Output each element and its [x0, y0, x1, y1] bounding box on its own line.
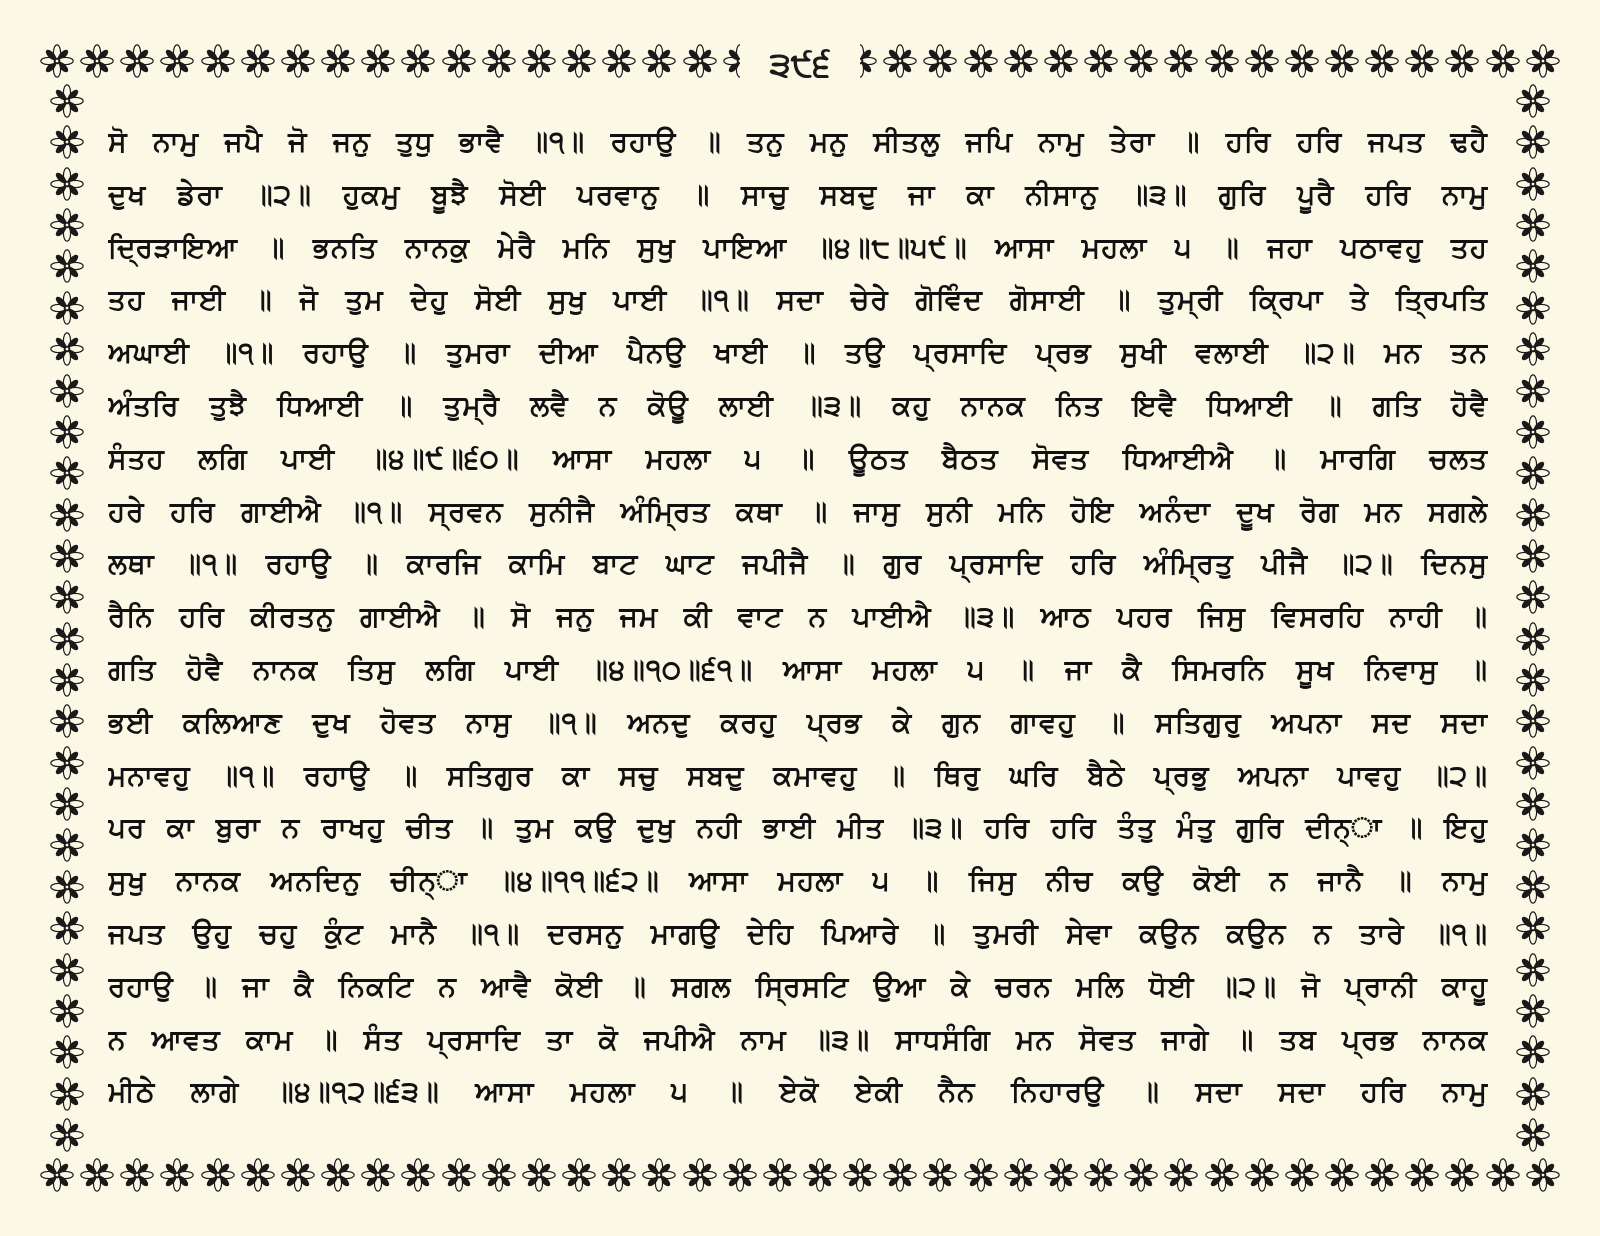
- flower-icon: [883, 44, 917, 78]
- flower-icon: [1205, 1158, 1239, 1192]
- bottom-floral-border: [40, 1152, 1560, 1198]
- flower-icon: [522, 1158, 556, 1192]
- flower-icon: [1516, 704, 1550, 738]
- flower-icon: [883, 1158, 917, 1192]
- flower-icon: [50, 167, 84, 201]
- flower-icon: [723, 1158, 757, 1192]
- flower-icon: [1084, 44, 1118, 78]
- text-line: ਮਨਾਵਹੁ ॥੧॥ ਰਹਾਉ ॥ ਸਤਿਗੁਰ ਕਾ ਸਚੁ ਸਬਦੁ ਕਮਾਵਹੁ ॥ ਥਿਰੁ ਘਰਿ ਬੈਠੇ ਪ੍ਰਭੁ ਅਪਨਾ ਪਾਵਹੁ ॥੨॥: [108, 758, 1488, 792]
- flower-icon: [50, 787, 84, 821]
- flower-icon: [1004, 1158, 1038, 1192]
- flower-icon: [80, 1158, 114, 1192]
- flower-icon: [1516, 746, 1550, 780]
- flower-icon: [1516, 539, 1550, 573]
- flower-icon: [80, 44, 114, 78]
- flower-icon: [1516, 580, 1550, 614]
- flower-icon: [40, 1158, 74, 1192]
- flower-icon: [923, 44, 957, 78]
- flower-icon: [1205, 44, 1239, 78]
- text-line: ਦੁਖ ਡੇਰਾ ॥੨॥ ਹੁਕਮੁ ਬੂਝੈ ਸੋਈ ਪਰਵਾਨੁ ॥ ਸਾਚੁ ਸਬਦੁ ਜਾ ਕਾ ਨੀਸਾਨੁ ॥੩॥ ਗੁਰਿ ਪੂਰੈ ਹਰਿ ਨਾਮੁ: [108, 177, 1488, 211]
- flower-icon: [1365, 44, 1399, 78]
- flower-icon: [1516, 84, 1550, 118]
- flower-icon: [1044, 44, 1078, 78]
- flower-icon: [50, 249, 84, 283]
- flower-icon: [1516, 374, 1550, 408]
- flower-icon: [160, 1158, 194, 1192]
- flower-icon: [50, 291, 84, 325]
- text-line: ਲਥਾ ॥੧॥ ਰਹਾਉ ॥ ਕਾਰਜਿ ਕਾਮਿ ਬਾਟ ਘਾਟ ਜਪੀਜੈ ॥ ਗੁਰ ਪ੍ਰਸਾਦਿ ਹਰਿ ਅੰਮ੍ਰਿਤੁ ਪੀਜੈ ॥੨॥ ਦਿਨਸੁ: [108, 547, 1488, 581]
- flower-icon: [642, 1158, 676, 1192]
- flower-icon: [241, 1158, 275, 1192]
- flower-icon: [50, 1077, 84, 1111]
- flower-icon: [1516, 167, 1550, 201]
- flower-icon: [1516, 291, 1550, 325]
- flower-icon: [281, 44, 315, 78]
- flower-icon: [522, 44, 556, 78]
- flower-icon: [1516, 911, 1550, 945]
- flower-icon: [763, 1158, 797, 1192]
- text-line: ਅੰਤਰਿ ਤੁਝੈ ਧਿਆਈ ॥ ਤੁਮ੍ਰੈ ਲਵੈ ਨ ਕੋਊ ਲਾਈ ॥੩॥ ਕਹੁ ਨਾਨਕ ਨਿਤ ਇਵੈ ਧਿਆਈ ॥ ਗਤਿ ਹੋਵੈ: [108, 388, 1488, 422]
- text-line: ਗਤਿ ਹੋਵੈ ਨਾਨਕ ਤਿਸੁ ਲਗਿ ਪਾਈ ॥੪॥੧੦॥੬੧॥ ਆਸਾ ਮਹਲਾ ੫ ॥ ਜਾ ਕੈ ਸਿਮਰਨਿ ਸੂਖ ਨਿਵਾਸੁ ॥: [108, 652, 1488, 686]
- text-line: ਭਈ ਕਲਿਆਣ ਦੁਖ ਹੋਵਤ ਨਾਸੁ ॥੧॥ ਅਨਦੁ ਕਰਹੁ ਪ੍ਰਭ ਕੇ ਗੁਨ ਗਾਵਹੁ ॥ ਸਤਿਗੁਰੁ ਅਪਨਾ ਸਦ ਸਦਾ: [108, 705, 1488, 739]
- flower-icon: [562, 44, 596, 78]
- text-line: ਅਘਾਈ ॥੧॥ ਰਹਾਉ ॥ ਤੁਮਰਾ ਦੀਆ ਪੈਨਉ ਖਾਈ ॥ ਤਉ ਪ੍ਰਸਾਦਿ ਪ੍ਰਭ ਸੁਖੀ ਵਲਾਈ ॥੨॥ ਮਨ ਤਨ: [108, 336, 1488, 370]
- flower-icon: [50, 994, 84, 1028]
- flower-icon: [50, 911, 84, 945]
- flower-icon: [50, 332, 84, 366]
- flower-icon: [1516, 1035, 1550, 1069]
- flower-icon: [50, 663, 84, 697]
- flower-icon: [964, 44, 998, 78]
- flower-icon: [50, 746, 84, 780]
- flower-icon: [50, 870, 84, 904]
- flower-icon: [1164, 1158, 1198, 1192]
- flower-icon: [50, 374, 84, 408]
- flower-icon: [50, 539, 84, 573]
- flower-icon: [482, 1158, 516, 1192]
- text-line: ਰਹਾਉ ॥ ਜਾ ਕੈ ਨਿਕਟਿ ਨ ਆਵੈ ਕੋਈ ॥ ਸਗਲ ਸ੍ਰਿਸਟਿ ਉਆ ਕੇ ਚਰਨ ਮਲਿ ਧੋਈ ॥੨॥ ਜੋ ਪ੍ਰਾਨੀ ਕਾਹੂ: [108, 969, 1488, 1003]
- flower-icon: [442, 1158, 476, 1192]
- flower-icon: [50, 1035, 84, 1069]
- text-line: ਹਰੇ ਹਰਿ ਗਾਈਐ ॥੧॥ ਸ੍ਰਵਨ ਸੁਨੀਜੈ ਅੰਮ੍ਰਿਤ ਕਥਾ ॥ ਜਾਸੁ ਸੁਨੀ ਮਨਿ ਹੋਇ ਅਨੰਦਾ ਦੂਖ ਰੋਗ ਮਨ ਸਗਲੇ: [108, 494, 1488, 528]
- text-line: ਦ੍ਰਿੜਾਇਆ ॥ ਭਨਤਿ ਨਾਨਕੁ ਮੇਰੈ ਮਨਿ ਸੁਖੁ ਪਾਇਆ ॥੪॥੮॥੫੯॥ ਆਸਾ ਮਹਲਾ ੫ ॥ ਜਹਾ ਪਠਾਵਹੁ ਤਹ: [108, 230, 1488, 264]
- flower-icon: [40, 44, 74, 78]
- flower-icon: [1004, 44, 1038, 78]
- flower-icon: [120, 1158, 154, 1192]
- flower-icon: [683, 1158, 717, 1192]
- flower-icon: [1516, 1077, 1550, 1111]
- flower-icon: [50, 415, 84, 449]
- flower-icon: [964, 1158, 998, 1192]
- text-line: ਰੈਨਿ ਹਰਿ ਕੀਰਤਨੁ ਗਾਈਐ ॥ ਸੋ ਜਨੁ ਜਮ ਕੀ ਵਾਟ ਨ ਪਾਈਐ ॥੩॥ ਆਠ ਪਹਰ ਜਿਸੁ ਵਿਸਰਹਿ ਨਾਹੀ ॥: [108, 600, 1488, 634]
- flower-icon: [1516, 498, 1550, 532]
- flower-icon: [50, 828, 84, 862]
- flower-icon: [1486, 1158, 1520, 1192]
- flower-icon: [1516, 622, 1550, 656]
- flower-icon: [321, 44, 355, 78]
- flower-icon: [1405, 44, 1439, 78]
- flower-icon: [1516, 663, 1550, 697]
- flower-icon: [1405, 1158, 1439, 1192]
- flower-icon: [1445, 44, 1479, 78]
- text-line: ਪਰ ਕਾ ਬੁਰਾ ਨ ਰਾਖਹੁ ਚੀਤ ॥ ਤੁਮ ਕਉ ਦੁਖੁ ਨਹੀ ਭਾਈ ਮੀਤ ॥੩॥ ਹਰਿ ਹਰਿ ਤੰਤੁ ਮੰਤੁ ਗੁਰਿ ਦੀਨ੍ਾ ॥ ਇਹੁ: [108, 811, 1488, 845]
- flower-icon: [1164, 44, 1198, 78]
- flower-icon: [602, 44, 636, 78]
- flower-icon: [442, 44, 476, 78]
- flower-icon: [1516, 415, 1550, 449]
- flower-icon: [361, 1158, 395, 1192]
- flower-icon: [923, 1158, 957, 1192]
- flower-icon: [241, 44, 275, 78]
- flower-icon: [361, 44, 395, 78]
- flower-icon: [50, 456, 84, 490]
- text-line: ਸੁਖੁ ਨਾਨਕ ਅਨਦਿਨੁ ਚੀਨ੍ਾ ॥੪॥੧੧॥੬੨॥ ਆਸਾ ਮਹਲਾ ੫ ॥ ਜਿਸੁ ਨੀਚ ਕਉ ਕੋਈ ਨ ਜਾਨੈ ॥ ਨਾਮੁ: [108, 864, 1488, 898]
- scripture-text: [108, 116, 1488, 1109]
- flower-icon: [1124, 1158, 1158, 1192]
- flower-icon: [1325, 1158, 1359, 1192]
- flower-icon: [50, 84, 84, 118]
- flower-icon: [120, 44, 154, 78]
- flower-icon: [1516, 828, 1550, 862]
- flower-icon: [50, 125, 84, 159]
- flower-icon: [50, 953, 84, 987]
- flower-icon: [1516, 870, 1550, 904]
- flower-icon: [1516, 125, 1550, 159]
- left-floral-border: [44, 84, 90, 1152]
- flower-icon: [401, 1158, 435, 1192]
- flower-icon: [1285, 44, 1319, 78]
- flower-icon: [562, 1158, 596, 1192]
- flower-icon: [482, 44, 516, 78]
- flower-icon: [160, 44, 194, 78]
- flower-icon: [1526, 44, 1560, 78]
- flower-icon: [1516, 994, 1550, 1028]
- flower-icon: [1445, 1158, 1479, 1192]
- page-number: ੩੯੬: [740, 34, 860, 96]
- flower-icon: [201, 1158, 235, 1192]
- text-line: ਸੰਤਹ ਲਗਿ ਪਾਈ ॥੪॥੯॥੬੦॥ ਆਸਾ ਮਹਲਾ ੫ ॥ ਊਠਤ ਬੈਠਤ ਸੋਵਤ ਧਿਆਈਐ ॥ ਮਾਰਗਿ ਚਲਤ: [108, 441, 1488, 475]
- flower-icon: [1365, 1158, 1399, 1192]
- text-line: ਜਪਤ ਉਹੁ ਚਹੁ ਕੁੰਟ ਮਾਨੈ ॥੧॥ ਦਰਸਨੁ ਮਾਗਉ ਦੇਹਿ ਪਿਆਰੇ ॥ ਤੁਮਰੀ ਸੇਵਾ ਕਉਨ ਕਉਨ ਨ ਤਾਰੇ ॥੧॥: [108, 916, 1488, 950]
- flower-icon: [1124, 44, 1158, 78]
- flower-icon: [683, 44, 717, 78]
- flower-icon: [1516, 787, 1550, 821]
- flower-icon: [1486, 44, 1520, 78]
- right-floral-border: [1510, 84, 1556, 1152]
- flower-icon: [642, 44, 676, 78]
- flower-icon: [1516, 1118, 1550, 1152]
- flower-icon: [602, 1158, 636, 1192]
- text-line: ਮੀਠੇ ਲਾਗੇ ॥੪॥੧੨॥੬੩॥ ਆਸਾ ਮਹਲਾ ੫ ॥ ਏਕੋ ਏਕੀ ਨੈਨ ਨਿਹਾਰਉ ॥ ਸਦਾ ਸਦਾ ਹਰਿ ਨਾਮੁ: [108, 1075, 1488, 1109]
- flower-icon: [50, 580, 84, 614]
- flower-icon: [1044, 1158, 1078, 1192]
- text-line: ਨ ਆਵਤ ਕਾਮ ॥ ਸੰਤ ਪ੍ਰਸਾਦਿ ਤਾ ਕੋ ਜਪੀਐ ਨਾਮ ॥੩॥ ਸਾਧਸੰਗਿ ਮਨ ਸੋਵਤ ਜਾਗੇ ॥ ਤਬ ਪ੍ਰਭ ਨਾਨਕ: [108, 1022, 1488, 1056]
- flower-icon: [1325, 44, 1359, 78]
- flower-icon: [50, 622, 84, 656]
- text-line: ਤਹ ਜਾਈ ॥ ਜੋ ਤੁਮ ਦੇਹੁ ਸੋਈ ਸੁਖੁ ਪਾਈ ॥੧॥ ਸਦਾ ਚੇਰੇ ਗੋਵਿੰਦ ਗੋਸਾਈ ॥ ਤੁਮ੍ਰੀ ਕ੍ਰਿਪਾ ਤੇ ਤ੍ਰਿਪਤਿ: [108, 283, 1488, 317]
- flower-icon: [1516, 456, 1550, 490]
- flower-icon: [281, 1158, 315, 1192]
- flower-icon: [843, 1158, 877, 1192]
- flower-icon: [1526, 1158, 1560, 1192]
- flower-icon: [1516, 953, 1550, 987]
- flower-icon: [201, 44, 235, 78]
- flower-icon: [1516, 332, 1550, 366]
- flower-icon: [1084, 1158, 1118, 1192]
- text-line: ਸੋ ਨਾਮੁ ਜਪੈ ਜੋ ਜਨੁ ਤੁਧੁ ਭਾਵੈ ॥੧॥ ਰਹਾਉ ॥ ਤਨੁ ਮਨੁ ਸੀਤਲੁ ਜਪਿ ਨਾਮੁ ਤੇਰਾ ॥ ਹਰਿ ਹਰਿ ਜਪਤ ਢਹੈ: [108, 125, 1488, 158]
- flower-icon: [1245, 44, 1279, 78]
- flower-icon: [50, 704, 84, 738]
- flower-icon: [1285, 1158, 1319, 1192]
- flower-icon: [50, 208, 84, 242]
- flower-icon: [803, 1158, 837, 1192]
- flower-icon: [401, 44, 435, 78]
- flower-icon: [1245, 1158, 1279, 1192]
- flower-icon: [50, 498, 84, 532]
- flower-icon: [1516, 249, 1550, 283]
- flower-icon: [1516, 208, 1550, 242]
- flower-icon: [321, 1158, 355, 1192]
- flower-icon: [50, 1118, 84, 1152]
